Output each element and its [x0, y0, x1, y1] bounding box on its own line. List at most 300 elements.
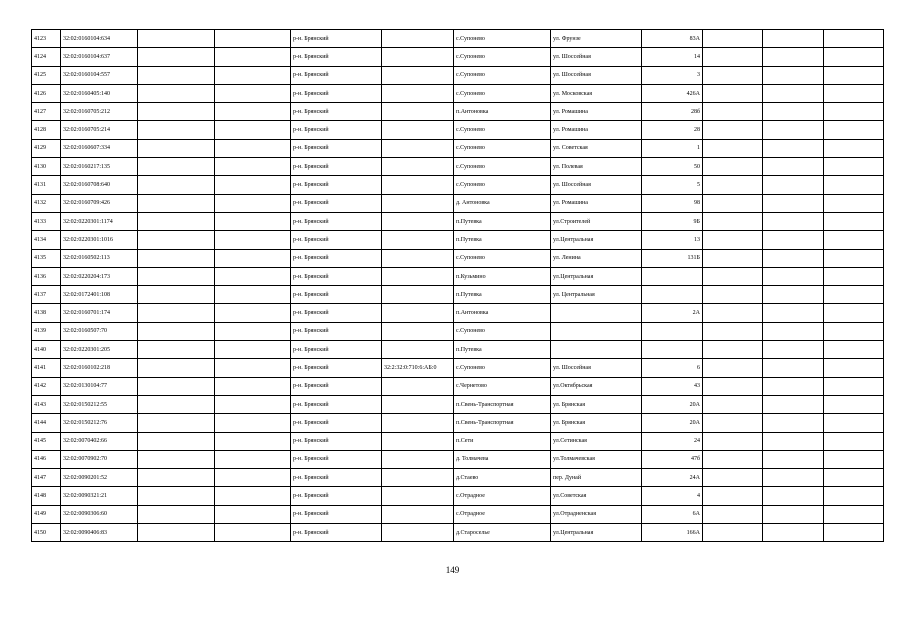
extra-code-cell	[382, 84, 454, 102]
house-number-cell: 20А	[642, 395, 703, 413]
empty-cell	[703, 395, 763, 413]
extra-code-cell	[382, 194, 454, 212]
street-cell: ул. Ромашина	[551, 103, 642, 121]
district-cell: р-н. Брянский	[291, 286, 382, 304]
district-cell: р-н. Брянский	[291, 377, 382, 395]
empty-cell	[138, 48, 215, 66]
empty-cell	[138, 212, 215, 230]
empty-cell	[763, 176, 824, 194]
empty-cell	[215, 66, 291, 84]
empty-cell	[763, 377, 824, 395]
house-number-cell: 9Б	[642, 212, 703, 230]
house-number-cell: 47б	[642, 450, 703, 468]
row-number-cell: 4125	[32, 66, 61, 84]
empty-cell	[703, 267, 763, 285]
extra-code-cell	[382, 139, 454, 157]
locality-cell: д.Стаево	[454, 469, 551, 487]
district-cell: р-н. Брянский	[291, 267, 382, 285]
table-row	[32, 267, 884, 285]
empty-cell	[215, 469, 291, 487]
extra-code-cell	[382, 48, 454, 66]
locality-cell: п.Антоновка	[454, 304, 551, 322]
empty-cell	[763, 487, 824, 505]
empty-cell	[138, 505, 215, 523]
house-number-cell	[642, 322, 703, 340]
cadastral-number-cell: 32:02:0220301:1174	[61, 212, 138, 230]
street-cell: пер. Дунай	[551, 469, 642, 487]
empty-cell	[138, 377, 215, 395]
row-number-cell: 4141	[32, 359, 61, 377]
empty-cell	[138, 267, 215, 285]
extra-code-cell	[382, 66, 454, 84]
empty-cell	[703, 414, 763, 432]
row-number-cell: 4140	[32, 341, 61, 359]
row-number-cell: 4126	[32, 84, 61, 102]
empty-cell	[138, 121, 215, 139]
empty-cell	[824, 432, 884, 450]
row-number-cell: 4136	[32, 267, 61, 285]
empty-cell	[703, 231, 763, 249]
empty-cell	[703, 249, 763, 267]
cadastral-number-cell: 32:02:0150212:76	[61, 414, 138, 432]
empty-cell	[763, 212, 824, 230]
cadastral-number-cell: 32:02:0160705:212	[61, 103, 138, 121]
empty-cell	[763, 322, 824, 340]
empty-cell	[138, 176, 215, 194]
street-cell: ул.Сетинская	[551, 432, 642, 450]
row-number-cell: 4149	[32, 505, 61, 523]
district-cell: р-н. Брянский	[291, 450, 382, 468]
house-number-cell: 83А	[642, 30, 703, 48]
empty-cell	[215, 322, 291, 340]
table-row	[32, 231, 884, 249]
extra-code-cell	[382, 469, 454, 487]
locality-cell: с.Супонево	[454, 322, 551, 340]
extra-code-cell	[382, 30, 454, 48]
district-cell: р-н. Брянский	[291, 414, 382, 432]
empty-cell	[215, 212, 291, 230]
row-number-cell: 4128	[32, 121, 61, 139]
district-cell: р-н. Брянский	[291, 84, 382, 102]
street-cell: ул. Брянская	[551, 414, 642, 432]
empty-cell	[703, 286, 763, 304]
district-cell: р-н. Брянский	[291, 48, 382, 66]
extra-code-cell	[382, 286, 454, 304]
cadastral-number-cell: 32:02:0070402:66	[61, 432, 138, 450]
empty-cell	[824, 121, 884, 139]
cadastral-number-cell: 32:02:0070902:70	[61, 450, 138, 468]
row-number-cell: 4143	[32, 395, 61, 413]
empty-cell	[703, 304, 763, 322]
street-cell: ул.Центральная	[551, 524, 642, 542]
table-row	[32, 194, 884, 212]
table-row	[32, 212, 884, 230]
empty-cell	[763, 158, 824, 176]
empty-cell	[215, 524, 291, 542]
table-row	[32, 121, 884, 139]
empty-cell	[824, 487, 884, 505]
empty-cell	[703, 432, 763, 450]
table-row	[32, 377, 884, 395]
empty-cell	[138, 249, 215, 267]
cadastral-number-cell: 32:02:0172401:108	[61, 286, 138, 304]
row-number-cell: 4142	[32, 377, 61, 395]
locality-cell: п.Путевка	[454, 286, 551, 304]
extra-code-cell	[382, 249, 454, 267]
empty-cell	[138, 395, 215, 413]
street-cell: ул. Советская	[551, 139, 642, 157]
empty-cell	[138, 432, 215, 450]
table-row	[32, 524, 884, 542]
cadastral-number-cell: 32:02:0130104:77	[61, 377, 138, 395]
empty-cell	[763, 432, 824, 450]
empty-cell	[138, 231, 215, 249]
empty-cell	[763, 267, 824, 285]
empty-cell	[138, 286, 215, 304]
house-number-cell: 20А	[642, 414, 703, 432]
row-number-cell: 4129	[32, 139, 61, 157]
empty-cell	[215, 48, 291, 66]
extra-code-cell	[382, 341, 454, 359]
locality-cell: п.Путевка	[454, 212, 551, 230]
table-row	[32, 432, 884, 450]
table-row	[32, 84, 884, 102]
empty-cell	[215, 505, 291, 523]
table-row	[32, 66, 884, 84]
house-number-cell: 50	[642, 158, 703, 176]
district-cell: р-н. Брянский	[291, 30, 382, 48]
row-number-cell: 4144	[32, 414, 61, 432]
street-cell: ул.Центральная	[551, 231, 642, 249]
locality-cell: п.Свень-Транспортная	[454, 414, 551, 432]
street-cell: ул. Шоссейная	[551, 176, 642, 194]
row-number-cell: 4130	[32, 158, 61, 176]
empty-cell	[703, 524, 763, 542]
table-row	[32, 103, 884, 121]
empty-cell	[763, 505, 824, 523]
street-cell: ул. Ленина	[551, 249, 642, 267]
locality-cell: с.Супонево	[454, 158, 551, 176]
empty-cell	[824, 48, 884, 66]
district-cell: р-н. Брянский	[291, 469, 382, 487]
table-row	[32, 469, 884, 487]
street-cell: ул. Брянская	[551, 395, 642, 413]
empty-cell	[763, 469, 824, 487]
table-row	[32, 359, 884, 377]
row-number-cell: 4124	[32, 48, 61, 66]
empty-cell	[215, 30, 291, 48]
street-cell: ул. Ромашина	[551, 121, 642, 139]
house-number-cell	[642, 267, 703, 285]
house-number-cell: 131Б	[642, 249, 703, 267]
locality-cell: с.Отрадное	[454, 487, 551, 505]
street-cell: ул. Фрунзе	[551, 30, 642, 48]
empty-cell	[824, 139, 884, 157]
street-cell	[551, 341, 642, 359]
empty-cell	[763, 30, 824, 48]
extra-code-cell	[382, 450, 454, 468]
empty-cell	[215, 377, 291, 395]
street-cell: ул. Шоссейная	[551, 359, 642, 377]
empty-cell	[763, 304, 824, 322]
row-number-cell: 4147	[32, 469, 61, 487]
row-number-cell: 4145	[32, 432, 61, 450]
street-cell: ул.Центральная	[551, 267, 642, 285]
locality-cell: с.Чернетово	[454, 377, 551, 395]
locality-cell: с.Супонево	[454, 30, 551, 48]
empty-cell	[138, 450, 215, 468]
extra-code-cell	[382, 377, 454, 395]
empty-cell	[824, 176, 884, 194]
empty-cell	[824, 194, 884, 212]
house-number-cell: 6	[642, 359, 703, 377]
table-row	[32, 30, 884, 48]
empty-cell	[763, 359, 824, 377]
district-cell: р-н. Брянский	[291, 304, 382, 322]
empty-cell	[824, 103, 884, 121]
locality-cell: с.Супонево	[454, 249, 551, 267]
cadastral-number-cell: 32:02:0090321:21	[61, 487, 138, 505]
empty-cell	[138, 341, 215, 359]
street-cell: ул. Шоссейная	[551, 66, 642, 84]
extra-code-cell: 32:2:32:0:710:6:АБ:0	[382, 359, 454, 377]
empty-cell	[138, 194, 215, 212]
house-number-cell: 13	[642, 231, 703, 249]
row-number-cell: 4148	[32, 487, 61, 505]
empty-cell	[824, 30, 884, 48]
empty-cell	[824, 359, 884, 377]
table-row	[32, 487, 884, 505]
empty-cell	[215, 267, 291, 285]
locality-cell: д. Толмачева	[454, 450, 551, 468]
table-row	[32, 176, 884, 194]
extra-code-cell	[382, 487, 454, 505]
table-row	[32, 322, 884, 340]
locality-cell: д. Антоновка	[454, 194, 551, 212]
table-row	[32, 158, 884, 176]
district-cell: р-н. Брянский	[291, 341, 382, 359]
cadastral-number-cell: 32:02:0220301:205	[61, 341, 138, 359]
district-cell: р-н. Брянский	[291, 322, 382, 340]
street-cell: ул.Советская	[551, 487, 642, 505]
empty-cell	[763, 103, 824, 121]
locality-cell: с.Супонево	[454, 121, 551, 139]
table-row	[32, 139, 884, 157]
house-number-cell: 28	[642, 121, 703, 139]
street-cell: ул. Ромашина	[551, 194, 642, 212]
street-cell: ул. Центральная	[551, 286, 642, 304]
empty-cell	[138, 322, 215, 340]
empty-cell	[703, 487, 763, 505]
empty-cell	[703, 103, 763, 121]
house-number-cell: 166А	[642, 524, 703, 542]
empty-cell	[763, 48, 824, 66]
empty-cell	[824, 212, 884, 230]
empty-cell	[703, 121, 763, 139]
extra-code-cell	[382, 505, 454, 523]
row-number-cell: 4146	[32, 450, 61, 468]
district-cell: р-н. Брянский	[291, 139, 382, 157]
table-row	[32, 450, 884, 468]
row-number-cell: 4137	[32, 286, 61, 304]
locality-cell: д.Староселье	[454, 524, 551, 542]
house-number-cell: 24	[642, 432, 703, 450]
empty-cell	[138, 304, 215, 322]
empty-cell	[703, 505, 763, 523]
district-cell: р-н. Брянский	[291, 158, 382, 176]
empty-cell	[763, 450, 824, 468]
empty-cell	[215, 176, 291, 194]
cadastral-number-cell: 32:02:0160502:113	[61, 249, 138, 267]
extra-code-cell	[382, 103, 454, 121]
street-cell: ул.Толмачевская	[551, 450, 642, 468]
street-cell	[551, 322, 642, 340]
empty-cell	[703, 212, 763, 230]
house-number-cell: 426А	[642, 84, 703, 102]
empty-cell	[763, 341, 824, 359]
cadastral-number-cell: 32:02:0220301:1016	[61, 231, 138, 249]
page-number: 149	[445, 565, 460, 575]
locality-cell: п.Свень-Транспортная	[454, 395, 551, 413]
cadastral-number-cell: 32:02:0160104:557	[61, 66, 138, 84]
empty-cell	[138, 414, 215, 432]
extra-code-cell	[382, 322, 454, 340]
cadastral-number-cell: 32:02:0090306:60	[61, 505, 138, 523]
house-number-cell: 1	[642, 139, 703, 157]
empty-cell	[215, 84, 291, 102]
extra-code-cell	[382, 267, 454, 285]
empty-cell	[703, 176, 763, 194]
locality-cell: с.Супонево	[454, 84, 551, 102]
locality-cell: с.Супонево	[454, 139, 551, 157]
house-number-cell: 14	[642, 48, 703, 66]
empty-cell	[703, 48, 763, 66]
empty-cell	[824, 249, 884, 267]
district-cell: р-н. Брянский	[291, 432, 382, 450]
empty-cell	[215, 395, 291, 413]
locality-cell: с.Супонево	[454, 359, 551, 377]
district-cell: р-н. Брянский	[291, 505, 382, 523]
empty-cell	[138, 103, 215, 121]
row-number-cell: 4138	[32, 304, 61, 322]
extra-code-cell	[382, 231, 454, 249]
street-cell: ул.Отрадненская	[551, 505, 642, 523]
empty-cell	[824, 414, 884, 432]
locality-cell: п.Антоновка	[454, 103, 551, 121]
cadastral-number-cell: 32:02:0160405:140	[61, 84, 138, 102]
empty-cell	[824, 304, 884, 322]
empty-cell	[763, 395, 824, 413]
empty-cell	[215, 487, 291, 505]
empty-cell	[215, 286, 291, 304]
locality-cell: с.Супонево	[454, 48, 551, 66]
empty-cell	[763, 414, 824, 432]
empty-cell	[215, 414, 291, 432]
house-number-cell	[642, 286, 703, 304]
cadastral-number-cell: 32:02:0090406:83	[61, 524, 138, 542]
house-number-cell: 43	[642, 377, 703, 395]
extra-code-cell	[382, 395, 454, 413]
cadastral-number-cell: 32:02:0220204:173	[61, 267, 138, 285]
empty-cell	[215, 432, 291, 450]
row-number-cell: 4133	[32, 212, 61, 230]
extra-code-cell	[382, 212, 454, 230]
empty-cell	[824, 524, 884, 542]
street-cell: ул. Шоссейная	[551, 48, 642, 66]
row-number-cell: 4139	[32, 322, 61, 340]
table-body	[32, 30, 884, 542]
street-cell: ул.Октябрьская	[551, 377, 642, 395]
district-cell: р-н. Брянский	[291, 231, 382, 249]
house-number-cell: 3	[642, 66, 703, 84]
empty-cell	[138, 66, 215, 84]
empty-cell	[215, 341, 291, 359]
empty-cell	[215, 359, 291, 377]
cadastral-number-cell: 32:02:0160607:334	[61, 139, 138, 157]
cadastral-number-cell: 32:02:0160701:174	[61, 304, 138, 322]
extra-code-cell	[382, 524, 454, 542]
row-number-cell: 4131	[32, 176, 61, 194]
cadastral-number-cell: 32:02:0160104:637	[61, 48, 138, 66]
empty-cell	[138, 158, 215, 176]
house-number-cell: 5	[642, 176, 703, 194]
cadastral-number-cell: 32:02:0160507:70	[61, 322, 138, 340]
empty-cell	[138, 359, 215, 377]
cadastral-number-cell: 32:02:0160705:214	[61, 121, 138, 139]
empty-cell	[215, 450, 291, 468]
empty-cell	[763, 524, 824, 542]
empty-cell	[703, 158, 763, 176]
house-number-cell: 28б	[642, 103, 703, 121]
extra-code-cell	[382, 121, 454, 139]
empty-cell	[703, 139, 763, 157]
table-row	[32, 505, 884, 523]
empty-cell	[763, 249, 824, 267]
row-number-cell: 4127	[32, 103, 61, 121]
locality-cell: п.Сети	[454, 432, 551, 450]
empty-cell	[138, 84, 215, 102]
empty-cell	[763, 286, 824, 304]
row-number-cell: 4135	[32, 249, 61, 267]
house-number-cell: 4	[642, 487, 703, 505]
empty-cell	[703, 194, 763, 212]
cadastral-number-cell: 32:02:0160709:426	[61, 194, 138, 212]
table-row	[32, 341, 884, 359]
house-number-cell: 24А	[642, 469, 703, 487]
empty-cell	[763, 84, 824, 102]
table-row	[32, 286, 884, 304]
cadastral-number-cell: 32:02:0160217:135	[61, 158, 138, 176]
table-row	[32, 304, 884, 322]
empty-cell	[215, 231, 291, 249]
cadastral-number-cell: 32:02:0160708:640	[61, 176, 138, 194]
street-cell: ул.Строителей	[551, 212, 642, 230]
locality-cell: п.Путевка	[454, 341, 551, 359]
table-row	[32, 395, 884, 413]
row-number-cell: 4132	[32, 194, 61, 212]
empty-cell	[215, 249, 291, 267]
district-cell: р-н. Брянский	[291, 487, 382, 505]
extra-code-cell	[382, 158, 454, 176]
cadastral-number-cell: 32:02:0150212:55	[61, 395, 138, 413]
empty-cell	[703, 30, 763, 48]
empty-cell	[703, 84, 763, 102]
district-cell: р-н. Брянский	[291, 66, 382, 84]
empty-cell	[215, 139, 291, 157]
empty-cell	[703, 322, 763, 340]
district-cell: р-н. Брянский	[291, 194, 382, 212]
empty-cell	[138, 30, 215, 48]
